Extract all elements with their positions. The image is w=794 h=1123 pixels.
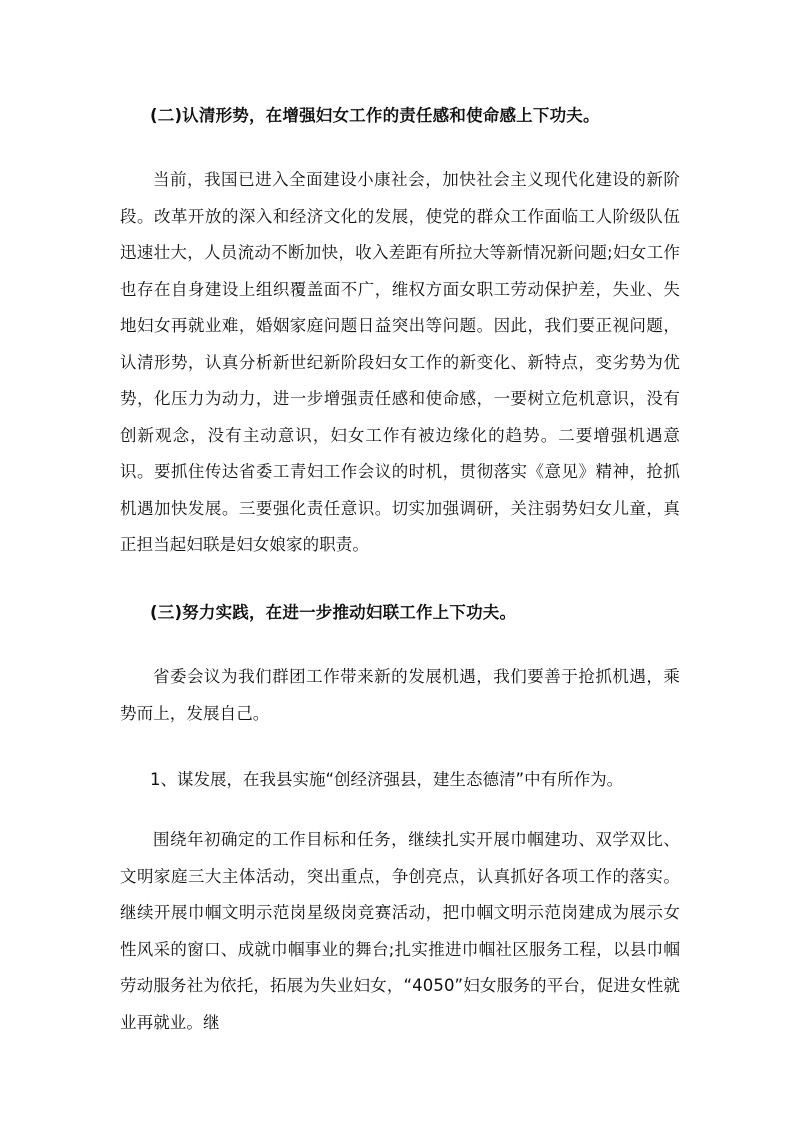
item-1-paragraph: 围绕年初确定的工作目标和任务，继续扎实开展巾帼建功、双学双比、文明家庭三大主体活动，突出重点，争创亮点，认真抓好各项工作的落实。继续开展巾帼文明示范岗星级岗竞赛活动，把巾帼文明示范岗建成为展示女性风采的窗口、成就巾帼事业的舞台;扎实推进巾帼社区服务工程，以县巾帼劳动服务社为依托，拓展为失业妇女，“4050”妇女服务的平台，促进女性就业再就业。继 — [120, 830, 680, 1032]
section-3-paragraph: 省委会议为我们群团工作带来新的发展机遇，我们要善于抢抓机遇，乘势而上，发展自己。 — [120, 667, 680, 723]
section-2-paragraph: 当前，我国已进入全面建设小康社会，加快社会主义现代化建设的新阶段。改革开放的深入和经济文化的发展，使党的群众工作面临工人阶级队伍迅速壮大，人员流动不断加快，收入差距有所拉大等新情况新问题;妇女工作也存在自身建设上组织覆盖面不广，维权方面女职工劳动保护差，失业、失地妇女再就业难，婚姻家庭问题日益突出等问题。因此，我们要正视问题，认清形势，认真分析新世纪新阶段妇女工作的新变化、新特点，变劣势为优势，化压力为动力，进一步增强责任感和使命感，一要树立危机意识，没有创新观念，没有主动意识，妇女工作有被边缘化的趋势。二要增强机遇意识。要抓住传达省委工青妇工作会议的时机，贯彻落实《意见》精神，抢抓机遇加快发展。三要强化责任意识。切实加强调研，关注弱势妇女儿童，真正担当起妇联是妇女娘家的职责。 — [120, 170, 680, 554]
section-2-heading: (二)认清形势，在增强妇女工作的责任感和使命感上下功夫。 — [150, 106, 600, 125]
item-1-heading: 1、谋发展，在我县实施“创经济强县，建生态德清”中有所作为。 — [150, 770, 624, 789]
section-3-heading: (三)努力实践，在进一步推动妇联工作上下功夫。 — [150, 603, 517, 622]
